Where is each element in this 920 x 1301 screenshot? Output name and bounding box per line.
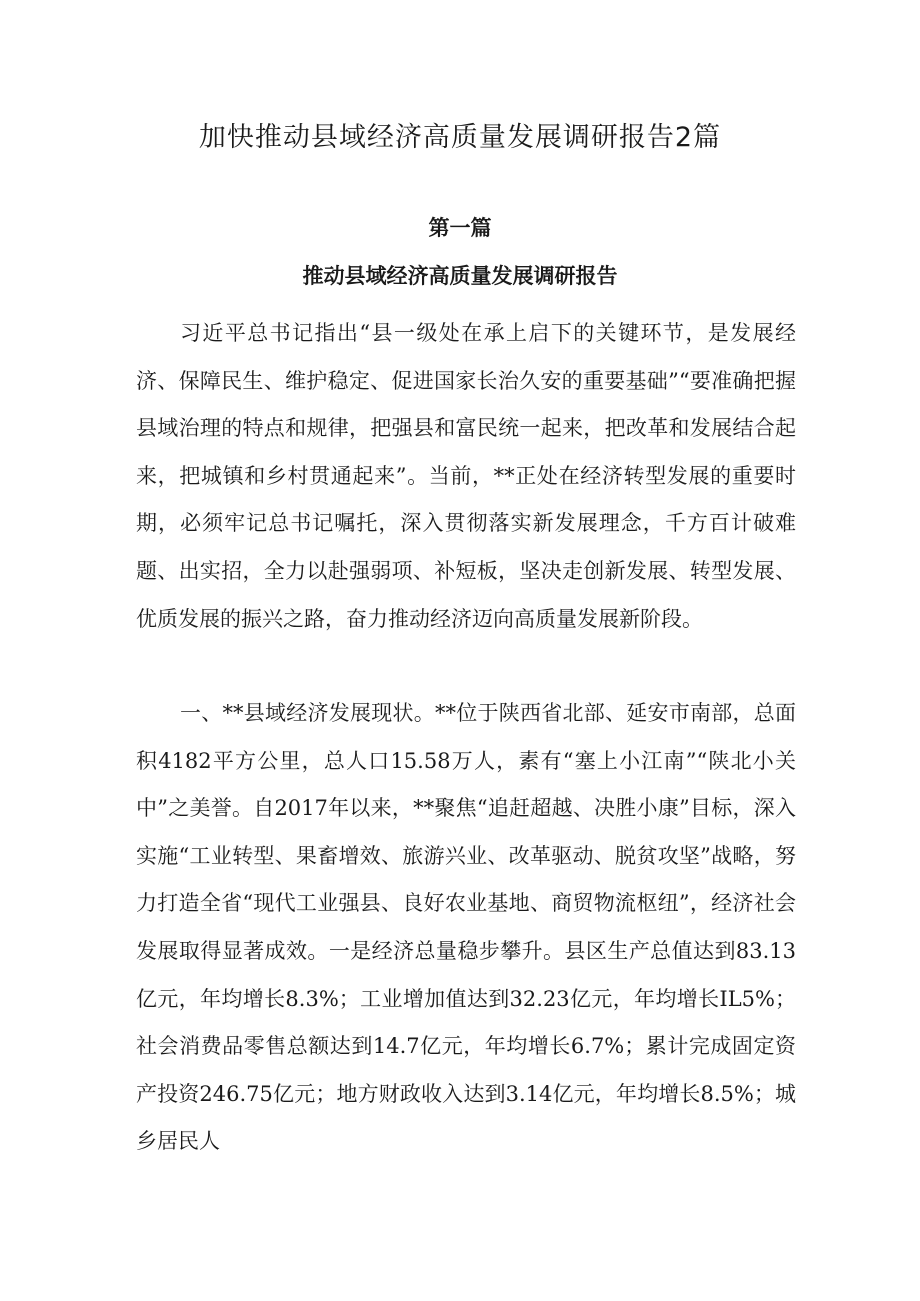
document-title: 加快推动县域经济高质量发展调研报告2篇 [198,122,722,153]
body-paragraph-status: 一、**县域经济发展现状。**位于陕西省北部、延安市南部，总面积4182平方公里，总人口15.58万人，素有“塞上小江南”“陕北小关中”之美誉。自2017年以来，**聚焦“追赶超越、决胜小康”目标，深入实施“工业转型、果畜增效、旅游兴业、改革驱动、脱贫攻坚”战略，努力打造全省“现代工业强县、良好农业基地、商贸物流枢纽”，经济社会发展取得显著成效。一是经济总量稳步攀升。县区生产总值达到83.13亿元，年均增长8.3%；工业增加值达到32.23亿元，年均增长IL5%；社会消费品零售总额达到14.7亿元，年均增长6.7%；累计完成固定资产投资246.75亿元；地方财政收入达到3.14亿元，年均增长8.5%；城乡居民人 [136,701,796,1154]
section-title: 推动县域经济高质量发展调研报告 [302,264,618,288]
body-paragraph-intro: 习近平总书记指出“县一级处在承上启下的关键环节，是发展经济、保障民生、维护稳定、促进国家长治久安的重要基础”“要准确把握县域治理的特点和规律，把强县和富民统一起来，把改革和发展结合起来，把城镇和乡村贯通起来”。当前，**正处在经济转型发展的重要时期，必须牢记总书记嘱托，深入贯彻落实新发展理念，千方百计破难题、出实招，全力以赴强弱项、补短板，坚决走创新发展、转型发展、优质发展的振兴之路，奋力推动经济迈向高质量发展新阶段。 [136,321,796,631]
section-label: 第一篇 [428,216,492,240]
